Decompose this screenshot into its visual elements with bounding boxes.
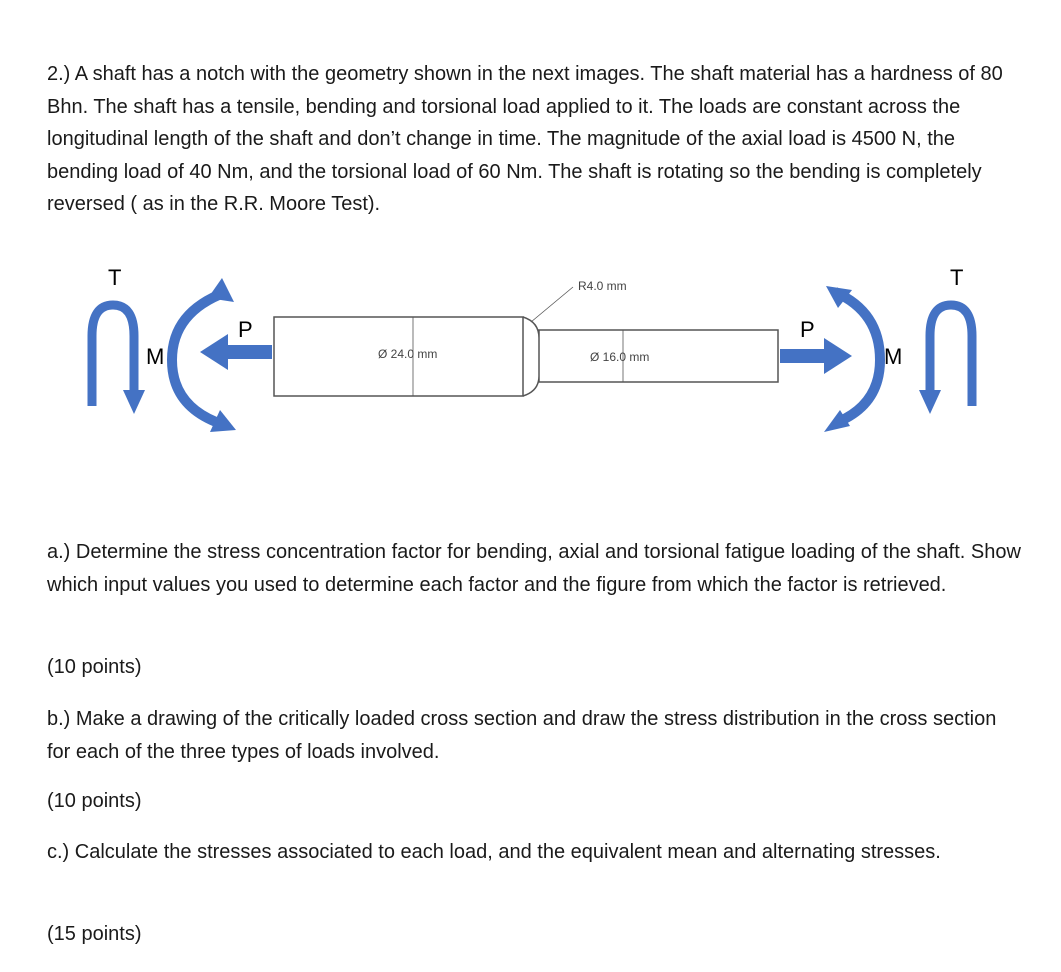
question-b: b.) Make a drawing of the critically loaded cross section and draw the stress distribution in the cross section for each of the three types of loads involved. (47, 708, 997, 763)
right-axial-arrow-icon (780, 338, 852, 374)
shaft-body (274, 317, 778, 396)
question-b-points: (10 points) (47, 790, 142, 812)
left-axial-arrow-icon (200, 334, 272, 370)
question-a: a.) Determine the stress concentration factor for bending, axial and torsional fatigue loading of the shaft. Show which input values you used to determine each factor and the figure from which the factor is retrieved. (47, 541, 1021, 596)
large-diameter-dimension: Ø 24.0 mm (378, 347, 438, 361)
right-torque-label: T (950, 265, 964, 290)
problem-statement: 2.) A shaft has a notch with the geometry shown in the next images. The shaft material has a hardness of 80 Bhn. The shaft has a tensile, bending and torsional load applied to it. The loads are constant across the longitudinal length of the shaft and don’t change in time. The magnitude of the axial load is 4500 N, the bending load of 40 Nm, and the torsional load of 60 Nm. The shaft is rotating so the bending is completely reversed ( as in the R.R. Moore Test). (47, 63, 1003, 215)
left-torque-arrow-icon (92, 305, 145, 414)
right-axial-label: P (800, 317, 815, 342)
small-diameter-dimension: Ø 16.0 mm (590, 350, 650, 364)
left-torque-label: T (108, 265, 122, 290)
left-moment-label: M (146, 344, 165, 369)
notch-radius-dimension: R4.0 mm (578, 279, 627, 293)
shaft-figure (0, 250, 1061, 450)
notch-radius-leader (531, 287, 573, 322)
question-c-points: (15 points) (47, 923, 142, 945)
left-axial-label: P (238, 317, 253, 342)
right-moment-label: M (884, 344, 903, 369)
right-torque-arrow-icon (919, 305, 972, 414)
question-c: c.) Calculate the stresses associated to each load, and the equivalent mean and alternating stresses. (47, 841, 941, 863)
question-a-points: (10 points) (47, 656, 142, 678)
